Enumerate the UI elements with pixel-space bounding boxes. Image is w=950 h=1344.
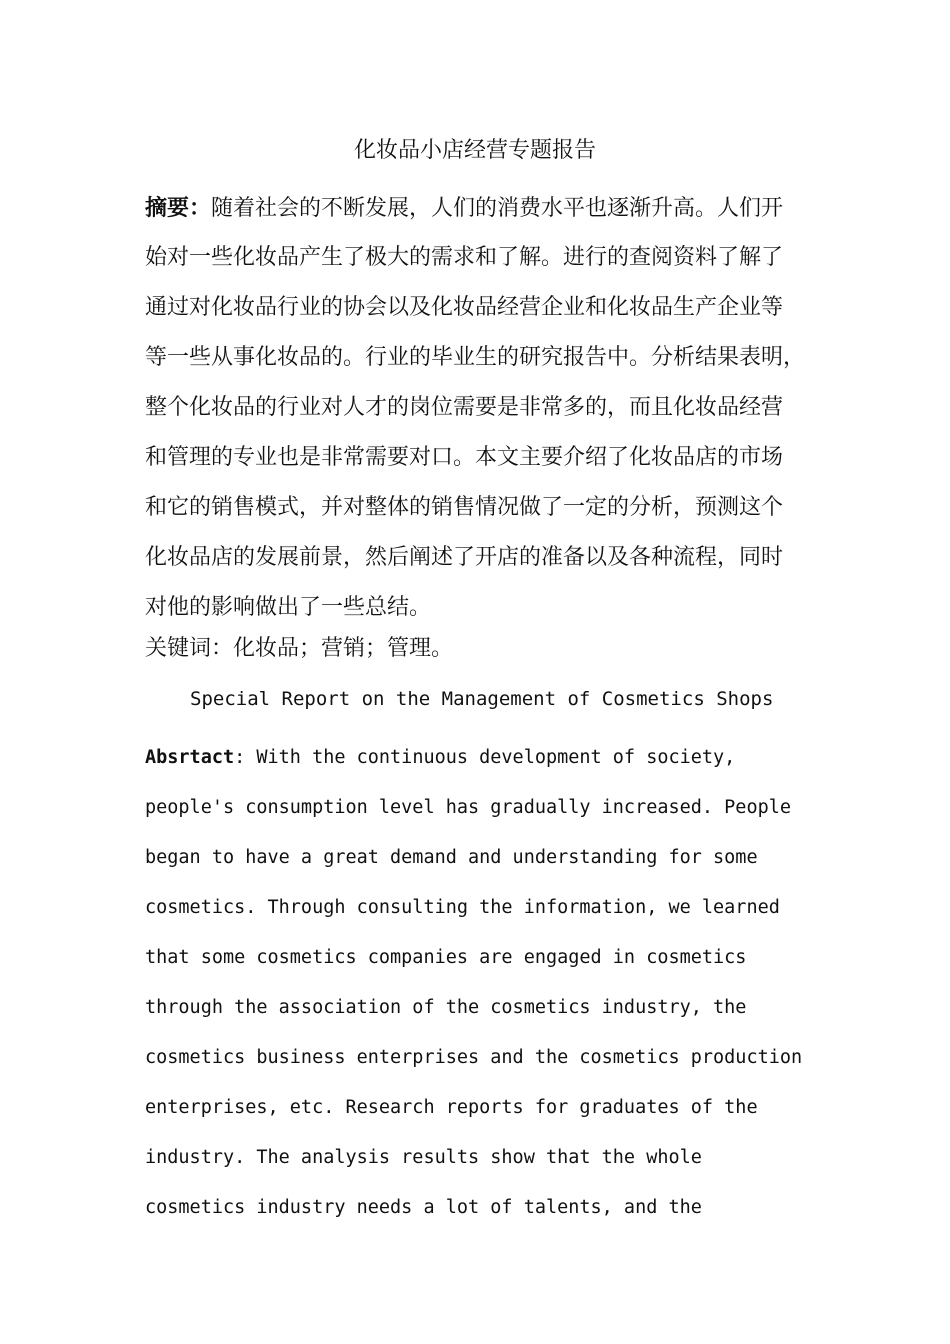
abstract-cn-line: 通过对化妆品行业的协会以及化妆品经营企业和化妆品生产企业等: [145, 295, 784, 320]
abstract-cn-text: 随着社会的不断发展，人们的消费水平也逐渐升高。人们开: [211, 196, 784, 221]
page-title: 化妆品小店经营专题报告: [353, 138, 596, 163]
abstract-en-label: Absrtact: [145, 747, 235, 768]
abstract-cn-line: [145, 183, 815, 233]
abstract-en-line: enterprises, etc. Research reports for graduates of the: [145, 1097, 758, 1118]
abstract-en-line: industry. The analysis results show that the whole: [145, 1147, 702, 1168]
abstract-cn-label: 摘要：: [145, 195, 212, 221]
abstract-cn-line: 对他的影响做出了一些总结。: [145, 595, 432, 620]
abstract-en-line: through the association of the cosmetics industry, the: [145, 997, 747, 1018]
abstract-en-text: : With the continuous development of society,: [234, 747, 736, 768]
abstract-en-line: that some cosmetics companies are engaged in cosmetics: [145, 947, 747, 968]
abstract-cn-line: 等一些从事化妆品的。行业的毕业生的研究报告中。分析结果表明，: [145, 345, 806, 370]
abstract-en-line: cosmetics. Through consulting the information, we learned: [145, 897, 780, 918]
abstract-en-line: began to have a great demand and understanding for some: [145, 847, 758, 868]
abstract-cn-line: 和管理的专业也是非常需要对口。本文主要介绍了化妆品店的市场: [145, 445, 784, 470]
abstract-en-line: cosmetics business enterprises and the cosmetics production: [145, 1047, 803, 1068]
abstract-en: [145, 733, 825, 1233]
abstract-cn-line: 始对一些化妆品产生了极大的需求和了解。进行的查阅资料了解了: [145, 245, 784, 270]
abstract-cn: [145, 183, 815, 633]
keywords-cn: 关键词：化妆品；营销；管理。: [145, 636, 454, 661]
abstract-cn-line: 化妆品店的发展前景，然后阐述了开店的准备以及各种流程，同时: [145, 545, 784, 570]
abstract-cn-line: 整个化妆品的行业对人才的岗位需要是非常多的，而且化妆品经营: [145, 395, 784, 420]
abstract-en-line: cosmetics industry needs a lot of talents, and the: [145, 1197, 702, 1218]
abstract-cn-line: 和它的销售模式，并对整体的销售情况做了一定的分析，预测这个: [145, 495, 784, 520]
english-title: Special Report on the Management of Cosmetics Shops: [190, 688, 774, 710]
abstract-en-line: people's consumption level has gradually increased. People: [145, 797, 792, 818]
abstract-en-line: [145, 733, 825, 783]
